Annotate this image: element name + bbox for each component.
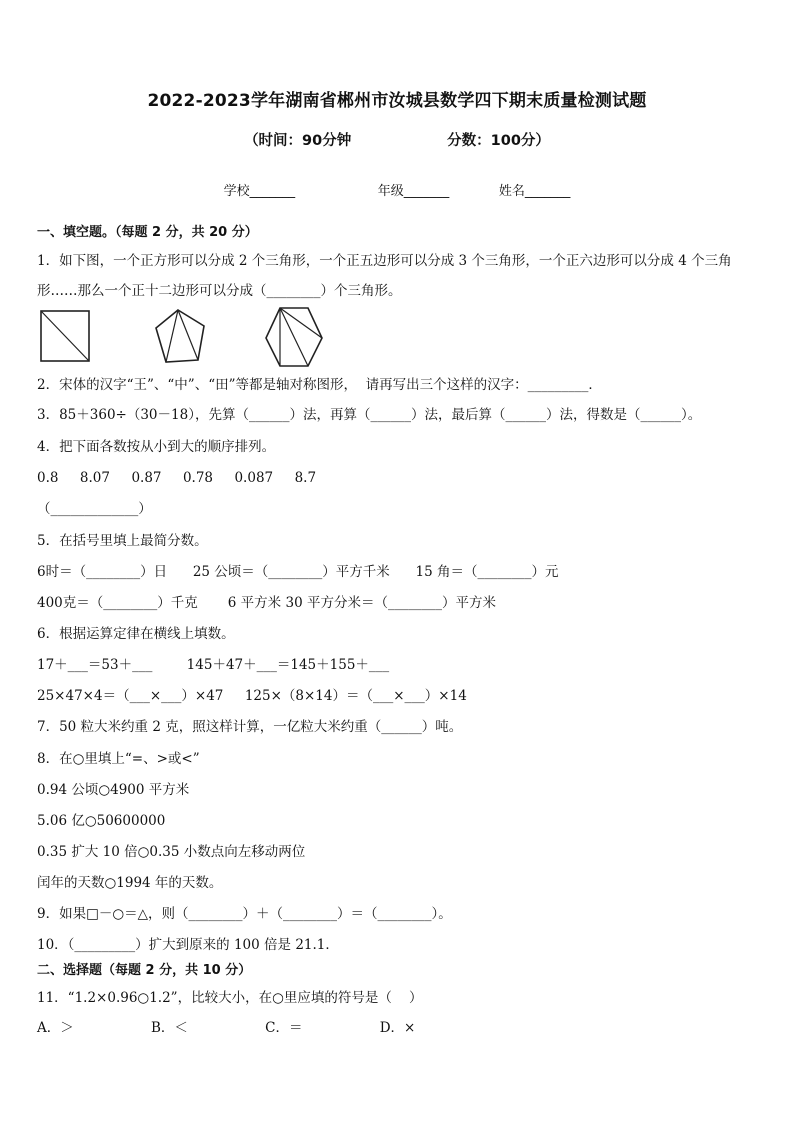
question-line: 5．在括号里填上最简分数。 — [37, 533, 208, 549]
question-line: 1．如下图，一个正方形可以分成 2 个三角形，一个正五边形可以分成 3 个三角形，一个正六边形可以分成 4 个三角 — [37, 253, 732, 269]
question-line: 17＋___＝53＋___ 145＋47＋___＝145＋155＋___ — [37, 657, 390, 673]
time-and-score: （时间：90分钟 分数：100分） — [244, 133, 550, 149]
question-line: 4．把下面各数按从小到大的顺序排列。 — [37, 439, 276, 455]
question-line: 0.35 扩大 10 倍○0.35 小数点向左移动两位 — [37, 844, 306, 860]
question-line: 11．“1.2×0.96○1.2”，比较大小，在○里应填的符号是（ ） — [37, 990, 423, 1006]
exam-title: 2022-2023学年湖南省郴州市汝城县数学四下期末质量检测试题 — [147, 91, 647, 111]
question-line: 闰年的天数○1994 年的天数。 — [37, 875, 223, 891]
question-line: 2．宋体的汉字“王”、“中”、“田”等都是轴对称图形， 请再写出三个这样的汉字：_________． — [37, 377, 602, 393]
question-line: 6．根据运算定律在横线上填数。 — [37, 626, 235, 642]
question-line: 400克＝（________）千克 6 平方米 30 平方分米＝（________）平方米 — [37, 595, 496, 611]
hexagon-divided-figure — [258, 306, 328, 370]
question-line: 25×47×4＝（___×___）×47 125×（8×14）＝（___×___）×14 — [37, 688, 467, 704]
question-line: 0.94 公顷○4900 平方米 — [37, 782, 190, 798]
pentagon-divided-figure — [152, 306, 212, 366]
question-line: 8．在○里填上“=、>或<” — [37, 751, 200, 767]
section-heading: 二、选择题（每题 2 分，共 10 分） — [37, 963, 252, 978]
question-line: 5.06 亿○50600000 — [37, 813, 166, 829]
question-line: 6时＝（________）日 25 公顷＝（________）平方千米 15 角＝（________）元 — [37, 564, 559, 580]
question-line: A．＞ B．＜ C．＝ D．× — [37, 1020, 416, 1036]
question-line: 7．50 粒大米约重 2 克，照这样计算，一亿粒大米约重（______）吨。 — [37, 719, 463, 735]
square-divided-figure — [38, 306, 94, 366]
question-line: 9．如果□－○＝△，则（________）＋（________）＝（________）。 — [37, 906, 452, 922]
section-heading: 一、填空题。（每题 2 分，共 20 分） — [37, 225, 258, 240]
question-line: 0.8 8.07 0.87 0.78 0.087 8.7 — [37, 470, 317, 486]
question-line: 3．85＋360÷（30－18），先算（______）法，再算（______）法，最后算（______）法，得数是（______）。 — [37, 407, 702, 423]
student-info-fields: 学校_______ 年级_______ 姓名_______ — [223, 184, 571, 199]
question-line: 10．（_________）扩大到原来的 100 倍是 21.1． — [37, 937, 339, 953]
question-line: （_____________） — [37, 501, 152, 517]
question-line: 形……那么一个正十二边形可以分成（________）个三角形。 — [37, 283, 402, 299]
